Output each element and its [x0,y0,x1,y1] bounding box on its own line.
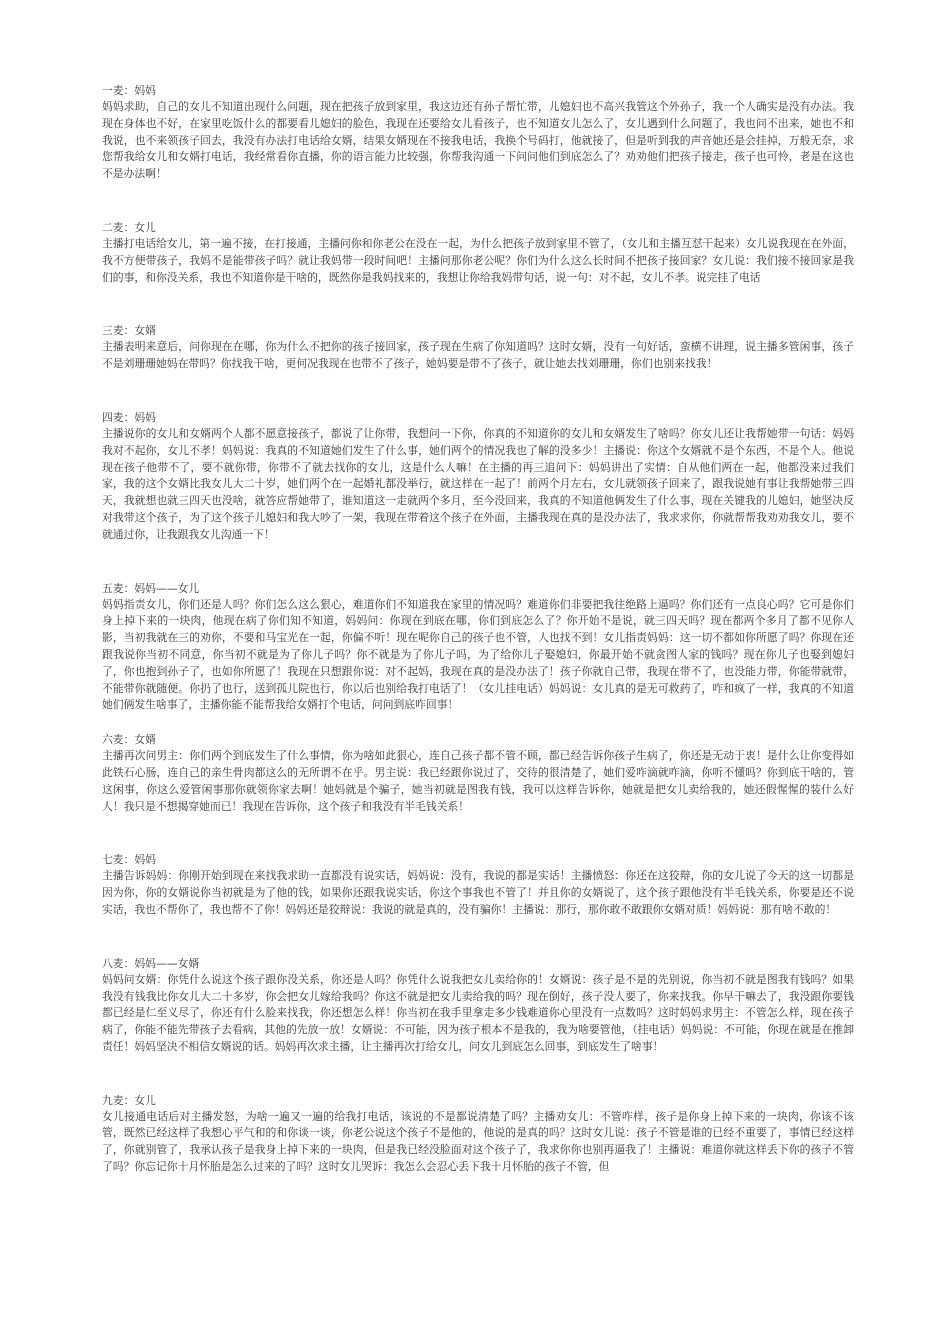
section-3 [102,322,854,373]
section-9 [102,1092,854,1176]
section-text: 主播再次问男主：你们两个到底发生了什么事情，你为啥如此狠心，连自己孩子都不管不顾，都已经告诉你孩子生病了，你还是无动于衷！是什么让你变得如此铁石心肠，连自己的亲生骨肉都这么的无所谓不在乎。男主说：我已经跟你说过了，交待的很清楚了，她们爱咋滴就咋滴，你听不懂吗？你到底干啥的，管这闲事，你这么爱管闲事那你就领你家去啊！她妈就是个骗子，她当初就是图我有钱，我可以这样告诉你，她就是把女儿卖给我的，她还假惺惺的装什么好人！我只是不想揭穿她而已！我现在告诉你，这个孩子和我没有半毛钱关系！ [102,749,854,813]
section-heading: 四麦：妈妈 [102,410,156,424]
section-text: 主播告诉妈妈：你刚开始到现在来找我求助一直都没有说实话，妈妈说：没有，我说的都是实话！主播愤怒：你还在这狡辩，你的女儿说了今天的这一切都是因为你，你的女婿说你当初就是为了他的钱，如果你还跟我说实话，你这个事我也不管了！并且你的女婿说了，这个孩子跟他没有半毛钱关系，你要是还不说实话，我也不帮你了，我也帮不了你！妈妈还是狡辩说：我说的就是真的，没有骗你！主播说：那行，那你敢不敢跟你女婿对质！妈妈说：那有啥不敢的！ [102,869,854,916]
section-2 [102,219,854,286]
section-heading: 三麦：女婿 [102,324,156,338]
section-4 [102,409,854,544]
section-heading: 六麦：女婿 [102,733,156,747]
section-heading: 二麦：女儿 [102,220,156,234]
section-text: 主播打电话给女儿，第一遍不接，在打接通，主播问你和你老公在没在一起，为什么把孩子放到家里不管了，（女儿和主播互怼干起来）女儿说我现在在外面，我不方便带孩子，我妈不是能带孩子吗？就让我妈带一段时间吧！主播问那你老公呢？你们为什么这么长时间不把孩子接回家？女儿说：我们接不接回家是我们的事，和你没关系，我也不知道你是干啥的，既然你是我妈找来的，我想让你给我妈带句话，说一句：对不起，女儿不孝。说完挂了电话 [102,236,854,284]
document-body [102,82,854,1176]
section-1 [102,82,854,183]
section-heading: 八麦：妈妈——女婿 [102,956,200,970]
section-7 [102,851,854,918]
section-text: 女儿接通电话后对主播发怒，为啥一遍又一遍的给我打电话，该说的不是都说清楚了吗？主播劝女儿：不管咋样，孩子是你身上掉下来的一块肉，你该不该管，既然已经这样了我想心平气和的和你谈一谈，你老公说这个孩子不是他的，他说的是真的吗？这时女儿说：孩子不管是谁的已经不重要了，事情已经这样了，你就别管了，我承认孩子是我身上掉下来的一块肉，但是我已经没脸面对这个孩子了，我求你你也别再逼我了！主播说：难道你就这样丢下你的孩子不管了吗？你忘记你十月怀胎是怎么过来的了吗？这时女儿哭诉：我怎么会忍心丢下我十月怀胎的孩子不管，但 [102,1109,854,1174]
section-8 [102,955,854,1056]
section-heading: 一麦：妈妈 [102,84,156,97]
section-text: 主播表明来意后，问你现在在哪，你为什么不把你的孩子接回家，孩子现在生病了你知道吗？这时女婿，没有一句好话，蛮横不讲理，说主播多管闲事，孩子不是刘珊珊她妈在带吗？你找我干啥，更何况我现在也带不了孩子，她妈要是带不了孩子，就让她去找刘珊珊，你们也别来找我！ [102,340,854,371]
section-5 [102,580,854,715]
section-text: 妈妈问女婿：你凭什么说这个孩子跟你没关系，你还是人吗？你凭什么说我把女儿卖给你的！女婿说：孩子是不是的先别说，你当初不就是图我有钱吗？如果我没有钱我比你女儿大二十多岁，你会把女儿嫁给我吗？你这不就是把女儿卖给我的吗？现在倒好，孩子没人要了，你来找我。你早干嘛去了，我没跟你要钱都已经是仁至义尽了，你还有什么脸来找我，你还想怎么样！你当初在我手里拿走多少钱难道你心里没有一点数吗？这时妈妈求男主：不管怎么样，现在孩子病了，你能不能先带孩子去看病，其他的先放一放！女婿说：不可能，因为孩子根本不是我的，我为啥要管他，（挂电话）妈妈说：不可能，你现在就是在推卸责任！妈妈坚决不相信女婿说的话。妈妈再次求主播，让主播再次打给女儿，问女儿到底怎么回事，到底发生了啥事！ [102,972,854,1053]
section-6 [102,731,854,815]
section-heading: 五麦：妈妈——女儿 [102,581,200,595]
section-heading: 九麦：女儿 [102,1093,156,1107]
section-text: 主播说你的女儿和女婿两个人都不愿意接孩子，都说了让你带，我想问一下你，你真的不知道你的女儿和女婿发生了啥吗？你女儿还让我帮她带一句话：妈妈我对不起你，女儿不孝！妈妈说：我真的不知道她们发生了什么事，她们两个的情况我也了解的没多少！主播说：你这个女婿就不是个东西，不是个人。他说现在孩子他带不了，要不就你带，你带不了就去找你的女儿，这是什么人嘛！在主播的再三追问下：妈妈讲出了实情：自从他们两在一起，他都没来过我们家，我的这个女婿比我女儿大二十岁，她们两个在一起婚礼都没举行，就这样在一起了！前两个月左右，女儿就领孩子回来了，跟我说她有事让我帮她带三四天，我就想也就三四天也没啥，就答应帮她带了，谁知道这一走就两个多月，至今没回来，我真的不知道他俩发生了什么事，现在关键我的儿媳妇，她坚决反对我带这个孩子，为了这个孩子儿媳妇和我大吵了一架，我现在带着这个孩子在外面，主播我现在真的是没办法了，我求求你，你就帮帮我劝劝我女儿，要不就通过你，让我跟我女儿沟通一下！ [102,426,854,541]
section-heading: 七麦：妈妈 [102,853,156,867]
section-text: 妈妈指责女儿，你们还是人吗？你们怎么这么狠心，难道你们不知道我在家里的情况吗？难道你们非要把我往绝路上逼吗？你们还有一点良心吗？它可是你们身上掉下来的一块肉，他现在病了你们知不知道，妈妈问：你现在到底在哪，你们到底怎么了？你开始不是说，就三四天吗？现在都两个多月了都不见你人影，当初我就在三的劝你，不要和马宝光在一起，你偏不听！现在呢你自己的孩子也不管，人也找不到！女儿指责妈妈：这一切不都如你所愿了吗？你现在还跟我说你当初不同意，你当初不就是为了你儿子吗？你不就是为了你儿子吗，为了给你儿子娶媳妇，你最开始不就贪图人家的钱吗？现在你儿子也娶到媳妇了，你也抱到孙子了，也如你所愿了！我现在只想跟你说：对不起妈，我现在真的是没办法了！孩子你就自己带，我现在带不了，也没能力带，你能带就带，不能带你就随便。你扔了也行，送到孤儿院也行，你以后也别给我打电话了！（女儿挂电话）妈妈说：女儿真的是无可救药了，咋和疯了一样，我真的不知道她们俩发生啥事了，主播你能不能帮我给女婿打个电话，问问到底咋回事！ [102,597,854,712]
section-text: 妈妈求助，自己的女儿不知道出现什么问题，现在把孩子放到家里，我这边还有孙子帮忙带，儿媳妇也不高兴我管这个外孙子，我一个人确实是没有办法。我现在身体也不好，在家里吃饭什么的都要看儿媳妇的脸色，我现在还要给女儿看孩子，也不知道女儿怎么了，女儿遇到什么问题了，我也问不出来，她也不和我说，也不来领孩子回去，我没有办法打电话给女婿，结果女婿现在不接我电话，我换个号码打，他就接了，但是听到我的声音她还是会挂掉，万般无奈，求您帮我给女儿和女婿打电话，我经常看你直播，你的语言能力比较强，你帮我沟通一下问问他们到底怎么了？劝劝他们把孩子接走，孩子也可怜，老是在这也不是办法啊！ [102,100,854,181]
